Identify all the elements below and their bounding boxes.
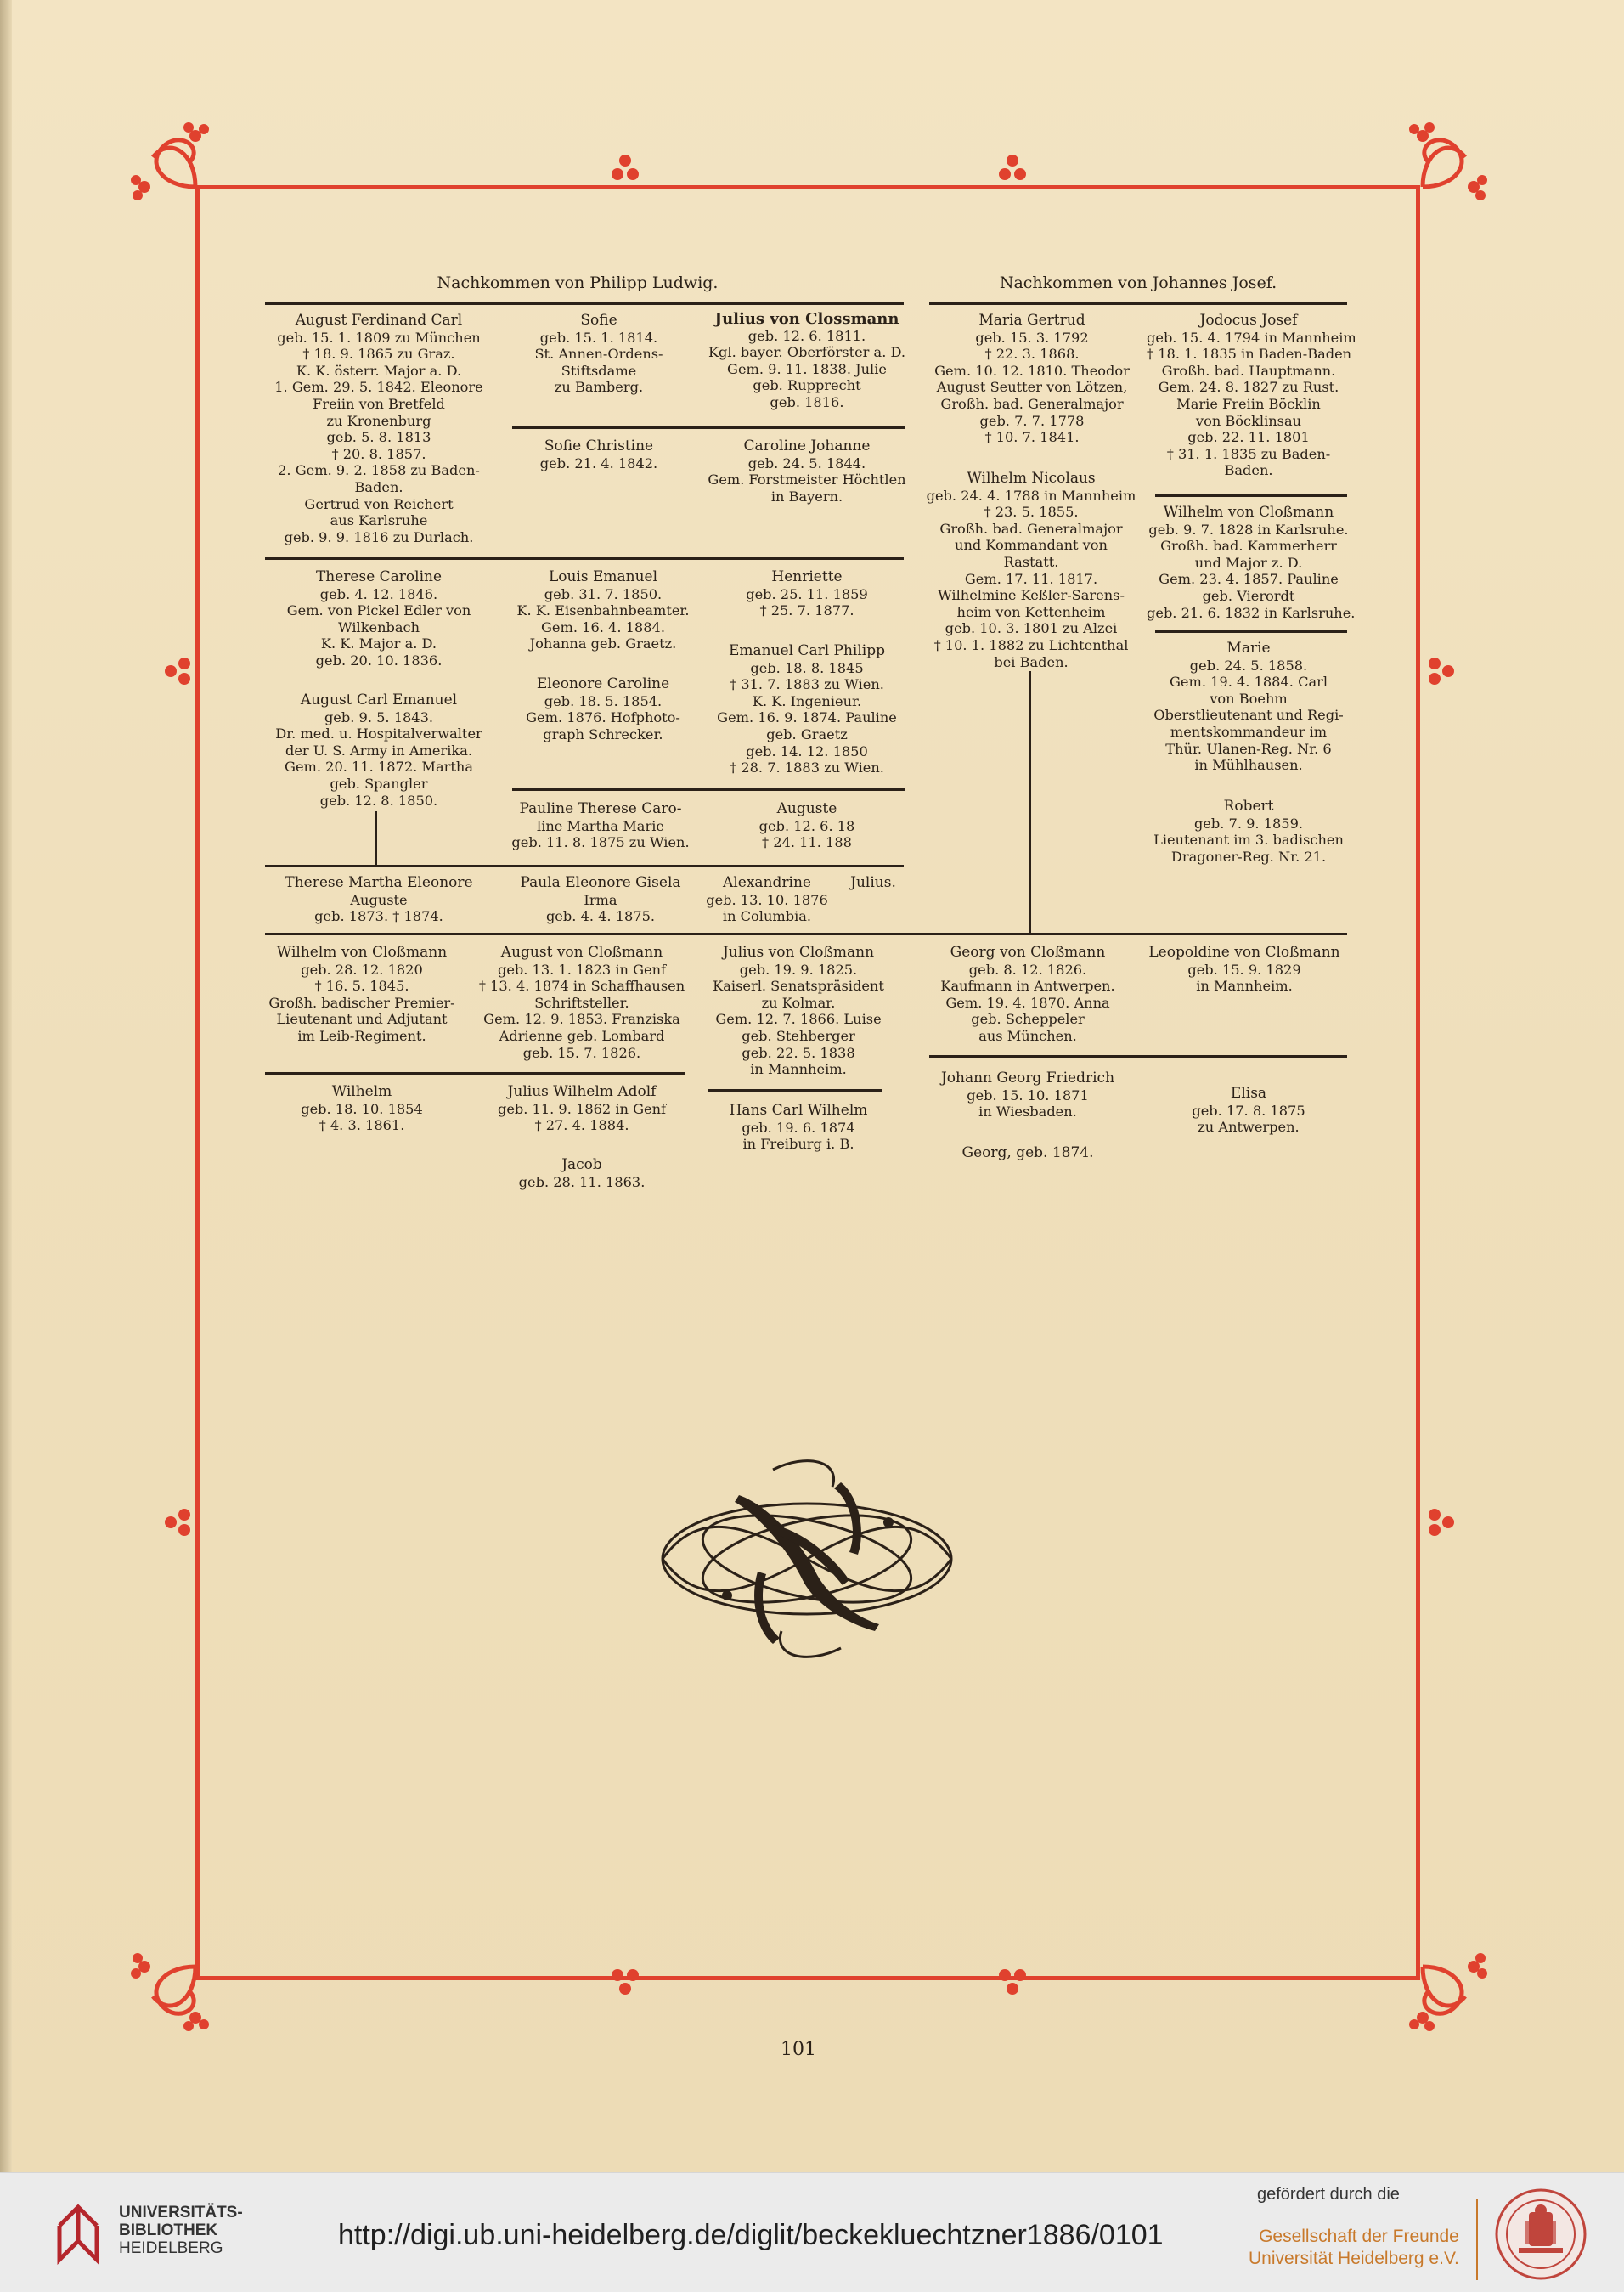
entry-line: Rastatt. bbox=[1003, 553, 1059, 570]
entry-line: geb. 12. 6. 18 bbox=[758, 817, 855, 834]
entry-line: in Mühlhausen. bbox=[1194, 757, 1303, 774]
entry-line: Oberstlieutenant und Regi- bbox=[1153, 707, 1344, 724]
entry-name: Johann Georg Friedrich bbox=[940, 1070, 1115, 1087]
entry-line: † 13. 4. 1874 in Schaffhausen bbox=[478, 978, 685, 995]
entry-caroline-johanne bbox=[705, 438, 909, 505]
entry-name: Alexandrine bbox=[723, 874, 811, 891]
page-spine-shadow bbox=[0, 0, 12, 2172]
entry-line: Gem. Forstmeister Höchtlen bbox=[708, 471, 906, 488]
entry-hans-carl-wilhelm bbox=[705, 1103, 892, 1153]
entry-line: Gem. 19. 4. 1884. Carl bbox=[1169, 674, 1328, 691]
entry-line: zu Kronenburg bbox=[326, 412, 431, 429]
entry-line: Marie Freiin Böcklin bbox=[1176, 395, 1321, 412]
entry-name: Julius von Clossmann bbox=[714, 310, 899, 328]
rule-wilhelm-children bbox=[1155, 630, 1347, 633]
entry-line: von Boehm bbox=[1210, 690, 1288, 707]
entry-name: Hans Carl Wilhelm bbox=[729, 1102, 868, 1119]
entry-name: Caroline Johanne bbox=[743, 438, 871, 454]
trefoil-ornament-right-lower bbox=[1424, 1505, 1458, 1539]
entry-line: geb. Spangler bbox=[330, 775, 428, 792]
library-name-line-2: BIBLIOTHEK bbox=[119, 2221, 218, 2239]
entry-line: geb. Graetz bbox=[766, 725, 848, 742]
entry-line: geb. 21. 6. 1832 in Karlsruhe. bbox=[1147, 604, 1356, 621]
entry-line: † 10. 1. 1882 zu Lichtenthal bbox=[933, 636, 1129, 653]
entry-auguste bbox=[713, 801, 900, 851]
entry-therese-martha-eleonore bbox=[260, 875, 498, 925]
rule-emanuel-children bbox=[512, 788, 905, 791]
entry-name: Wilhelm Nicolaus bbox=[967, 470, 1096, 487]
entry-line: line Martha Marie bbox=[537, 817, 664, 834]
entry-line: geb. 28. 11. 1863. bbox=[518, 1173, 646, 1190]
entry-line: Baden. bbox=[1224, 462, 1273, 479]
entry-august-ferdinand-carl bbox=[260, 313, 498, 545]
entry-line: Gem. 23. 4. 1857. Pauline bbox=[1159, 571, 1339, 588]
entry-line: Adrienne geb. Lombard bbox=[499, 1027, 665, 1044]
entry-line: geb. 25. 11. 1859 bbox=[746, 585, 868, 602]
entry-line: geb. 24. 5. 1844. bbox=[747, 454, 866, 471]
entry-line: geb. 9. 9. 1816 zu Durlach. bbox=[284, 528, 474, 545]
entry-line: Großh. bad. Hauptmann. bbox=[1161, 362, 1336, 379]
entry-august-carl-emanuel bbox=[260, 692, 498, 809]
entry-line: Großh. bad. Generalmajor bbox=[940, 395, 1124, 412]
entry-line: geb. 10. 3. 1801 zu Alzei bbox=[945, 620, 1118, 637]
entry-line: Schriftsteller. bbox=[534, 994, 629, 1011]
line-wilhelm-nicolaus-down bbox=[1029, 671, 1031, 934]
entry-line: geb. 31. 7. 1850. bbox=[544, 585, 663, 602]
entry-jodocus-josef bbox=[1147, 312, 1356, 479]
entry-line: † 23. 5. 1855. bbox=[984, 504, 1079, 521]
entry-line: in Bayern. bbox=[770, 488, 843, 505]
entry-line: Gem. 12. 7. 1866. Luise bbox=[715, 1011, 882, 1028]
page-number: 101 bbox=[781, 2039, 816, 2060]
library-name-line-3: HEIDELBERG bbox=[119, 2239, 223, 2257]
trefoil-ornament-bottom-left bbox=[608, 1964, 642, 1998]
entry-line: geb. 24. 5. 1858. bbox=[1189, 657, 1308, 674]
entry-line: geb. 15. 3. 1792 bbox=[975, 329, 1089, 346]
entry-line: zu Bamberg. bbox=[554, 379, 644, 396]
entry-line: † 27. 4. 1884. bbox=[534, 1117, 629, 1134]
entry-name: Georg von Cloßmann bbox=[950, 944, 1106, 961]
entry-sofie bbox=[510, 313, 688, 396]
entry-line: Auguste bbox=[350, 891, 408, 908]
entry-line: in Wiesbaden. bbox=[978, 1104, 1077, 1121]
entry-line: geb. Vierordt bbox=[1202, 587, 1295, 604]
right-column-title: Nachkommen von Johannes Josef. bbox=[999, 274, 1277, 292]
entry-name: Wilhelm von Cloßmann bbox=[1163, 504, 1334, 521]
entry-line: geb. 11. 9. 1862 in Genf bbox=[497, 1100, 667, 1117]
entry-line: 2. Gem. 9. 2. 1858 zu Baden- bbox=[278, 462, 480, 479]
entry-line: geb. 15. 10. 1871 bbox=[967, 1087, 1089, 1104]
entry-elisa bbox=[1147, 1086, 1351, 1136]
entry-name: Robert bbox=[1223, 798, 1274, 815]
entry-line: Wilkenbach bbox=[337, 618, 420, 635]
entry-line: Lieutenant und Adjutant bbox=[276, 1011, 448, 1028]
entry-name: Leopoldine von Cloßmann bbox=[1148, 944, 1340, 961]
entry-name: August Ferdinand Carl bbox=[295, 312, 463, 329]
entry-line: im Leib-Regiment. bbox=[297, 1027, 426, 1044]
entry-line: geb. 22. 5. 1838 bbox=[742, 1044, 855, 1061]
entry-line: St. Annen-Ordens- bbox=[534, 346, 663, 363]
entry-emanuel-carl-philipp bbox=[705, 643, 909, 776]
line-august-carl-down bbox=[375, 811, 377, 867]
entry-name: Jodocus Josef bbox=[1199, 312, 1298, 329]
rule-julius-children bbox=[708, 1089, 882, 1092]
entry-julius-von-clossmann bbox=[705, 311, 909, 411]
entry-line: geb. 5. 8. 1813 bbox=[326, 429, 431, 446]
entry-name: Therese Martha Eleonore bbox=[285, 874, 473, 891]
entry-line: Johanna geb. Graetz. bbox=[529, 635, 677, 652]
entry-name: August von Cloßmann bbox=[500, 944, 663, 961]
entry-line: K. K. Ingenieur. bbox=[752, 692, 862, 709]
entry-august-von-clossmann bbox=[476, 945, 688, 1061]
entry-line: Baden. bbox=[354, 478, 403, 495]
entry-line: geb. 4. 4. 1875. bbox=[545, 908, 656, 925]
entry-name: Henriette bbox=[771, 568, 843, 585]
entry-jacob bbox=[476, 1157, 688, 1190]
corner-ornament-top-right bbox=[1380, 119, 1491, 229]
entry-line: geb. 17. 8. 1875 bbox=[1192, 1102, 1305, 1119]
entry-line: aus München. bbox=[978, 1027, 1077, 1044]
entry-line: † 20. 8. 1857. bbox=[331, 445, 426, 462]
entry-line: Großh. bad. Generalmajor bbox=[939, 520, 1123, 537]
entry-line: Gem. 20. 11. 1872. Martha bbox=[285, 759, 473, 776]
entry-pauline-therese bbox=[503, 801, 698, 851]
entry-line: Gem. 24. 8. 1827 zu Rust. bbox=[1158, 379, 1339, 396]
entry-line: geb. 1873. † 1874. bbox=[314, 908, 443, 925]
entry-line: Kgl. bayer. Oberförster a. D. bbox=[708, 344, 906, 361]
entry-line: graph Schrecker. bbox=[543, 725, 663, 742]
entry-line: geb. 14. 12. 1850 bbox=[746, 742, 868, 759]
entry-line: K. K. Eisenbahnbeamter. bbox=[516, 602, 690, 619]
entry-name: August Carl Emanuel bbox=[300, 692, 458, 708]
entry-line: Gem. 1876. Hofphoto- bbox=[526, 709, 680, 726]
entry-name: Auguste bbox=[776, 800, 837, 817]
corner-ornament-top-left bbox=[127, 119, 238, 229]
rule-georg-children bbox=[929, 1055, 1347, 1058]
entry-line: geb. 7. 7. 1778 bbox=[979, 412, 1085, 429]
entry-name: Louis Emanuel bbox=[548, 568, 658, 585]
entry-name: Eleonore Caroline bbox=[536, 675, 670, 692]
entry-line: geb. 11. 8. 1875 zu Wien. bbox=[511, 834, 690, 851]
entry-line: in Columbia. bbox=[722, 908, 812, 925]
entry-line: † 31. 1. 1835 zu Baden- bbox=[1166, 445, 1331, 462]
trefoil-ornament-top-left bbox=[608, 151, 642, 185]
entry-line: Kaiserl. Senatspräsident bbox=[713, 978, 884, 995]
entry-line: geb. 13. 1. 1823 in Genf bbox=[497, 961, 667, 978]
entry-line: in Mannheim. bbox=[750, 1061, 847, 1078]
entry-wilhelm-1854 bbox=[260, 1084, 464, 1134]
entry-line: geb. 12. 6. 1811. bbox=[747, 327, 866, 344]
entry-name: Wilhelm von Cloßmann bbox=[276, 944, 448, 961]
entry-robert bbox=[1147, 799, 1351, 865]
permalink-url[interactable]: http://digi.ub.uni-heidelberg.de/diglit/beckekluechtzner1886/0101 bbox=[338, 2219, 1164, 2251]
entry-line: geb. 18. 10. 1854 bbox=[301, 1100, 423, 1117]
entry-line: † 18. 1. 1835 in Baden-Baden bbox=[1147, 346, 1352, 363]
corner-ornament-bottom-right bbox=[1380, 1924, 1491, 2035]
entry-julius-wilhelm-adolf bbox=[476, 1084, 688, 1134]
entry-line: und Major z. D. bbox=[1194, 554, 1303, 571]
entry-line: geb. 18. 8. 1845 bbox=[750, 659, 864, 676]
entry-line: geb. 15. 7. 1826. bbox=[522, 1044, 641, 1061]
entry-line: 1. Gem. 29. 5. 1842. Eleonore bbox=[274, 379, 483, 396]
entry-line: geb. 13. 10. 1876 bbox=[706, 891, 828, 908]
sponsor-name[interactable] bbox=[1249, 2226, 1459, 2270]
entry-line: zu Antwerpen. bbox=[1198, 1119, 1300, 1136]
entry-line: † 4. 3. 1861. bbox=[319, 1117, 405, 1134]
library-logo-icon[interactable] bbox=[53, 2200, 112, 2265]
entry-line: Thür. Ulanen-Reg. Nr. 6 bbox=[1165, 740, 1332, 757]
entry-line: geb. Stehberger bbox=[742, 1027, 855, 1044]
entry-line: † 24. 11. 188 bbox=[762, 834, 852, 851]
rule-left-top bbox=[265, 302, 904, 305]
entry-line: Gem. 9. 11. 1838. Julie bbox=[727, 360, 887, 377]
entry-line: und Kommandant von bbox=[955, 537, 1108, 554]
trefoil-ornament-top-right bbox=[995, 151, 1029, 185]
entry-line: † 28. 7. 1883 zu Wien. bbox=[730, 759, 884, 776]
entry-line: geb. 21. 4. 1842. bbox=[539, 454, 658, 471]
entry-wilhelm-nicolaus bbox=[919, 471, 1143, 670]
entry-line: † 25. 7. 1877. bbox=[759, 602, 854, 619]
entry-name: Georg, geb. 1874. bbox=[961, 1144, 1094, 1161]
entry-line: Gertrud von Reichert bbox=[304, 495, 454, 512]
entry-line: geb. Scheppeler bbox=[971, 1011, 1085, 1028]
entry-name: Sofie bbox=[580, 312, 617, 329]
entry-johann-georg-friedrich bbox=[926, 1070, 1130, 1121]
sponsor-label: gefördert durch die bbox=[1257, 2185, 1400, 2204]
rule-wilhelm-nicolaus-children bbox=[265, 933, 1347, 935]
entry-name: Sofie Christine bbox=[544, 438, 654, 454]
entry-marie bbox=[1147, 641, 1351, 774]
library-name-line-1: UNIVERSITÄTS- bbox=[119, 2204, 243, 2221]
entry-line: Wilhelmine Keßler-Sarens- bbox=[938, 587, 1125, 604]
entry-eleonore-caroline bbox=[510, 676, 696, 742]
entry-line: geb. 1816. bbox=[770, 393, 844, 410]
entry-line: K. K. österr. Major a. D. bbox=[296, 362, 462, 379]
entry-line: geb. 15. 1. 1814. bbox=[539, 329, 658, 346]
entry-line: Dr. med. u. Hospitalverwalter bbox=[275, 725, 482, 742]
entry-line: geb. 15. 9. 1829 bbox=[1187, 961, 1301, 978]
rule-august-ferdinand-children bbox=[265, 557, 904, 560]
entry-line: Freiin von Bretfeld bbox=[313, 395, 445, 412]
entry-line: heim von Kettenheim bbox=[956, 603, 1106, 620]
entry-name: Pauline Therese Caro- bbox=[519, 800, 682, 817]
trefoil-ornament-right-upper bbox=[1424, 654, 1458, 688]
entry-line: geb. 19. 9. 1825. bbox=[739, 961, 858, 978]
entry-line: Gem. 19. 4. 1870. Anna bbox=[945, 994, 1110, 1011]
entry-line: † 18. 9. 1865 zu Graz. bbox=[302, 346, 455, 363]
trefoil-ornament-bottom-right bbox=[995, 1964, 1029, 1998]
entry-name: Julius von Cloßmann bbox=[722, 944, 875, 961]
entry-line: Gem. 16. 9. 1874. Pauline bbox=[717, 709, 897, 726]
entry-line: † 16. 5. 1845. bbox=[314, 978, 409, 995]
entry-line: aus Karlsruhe bbox=[330, 512, 428, 529]
entry-line: von Böcklinsau bbox=[1195, 412, 1302, 429]
entry-line: zu Kolmar. bbox=[761, 994, 836, 1011]
sponsor-divider bbox=[1476, 2199, 1478, 2280]
digitization-footer bbox=[0, 2172, 1624, 2292]
entry-line: geb. 18. 5. 1854. bbox=[544, 692, 663, 709]
entry-line: Lieutenant im 3. badischen bbox=[1153, 832, 1344, 849]
entry-line: Großh. badischer Premier- bbox=[268, 994, 455, 1011]
entry-paula-eleonore-gisela bbox=[503, 875, 698, 925]
entry-line: in Freiburg i. B. bbox=[742, 1136, 854, 1153]
rule-right-top bbox=[929, 302, 1347, 305]
entry-line: bei Baden. bbox=[994, 653, 1069, 670]
library-name[interactable] bbox=[119, 2204, 243, 2257]
entry-name: Julius. bbox=[850, 874, 896, 891]
university-seal-icon[interactable] bbox=[1493, 2187, 1588, 2282]
entry-name: Elisa bbox=[1230, 1085, 1267, 1102]
left-column-title: Nachkommen von Philipp Ludwig. bbox=[437, 274, 719, 292]
sponsor-name-line-1: Gesellschaft der Freunde bbox=[1259, 2227, 1459, 2246]
entry-line: August Seutter von Lötzen, bbox=[936, 379, 1128, 396]
entry-line: geb. 22. 11. 1801 bbox=[1187, 429, 1310, 446]
entry-line: geb. 9. 7. 1828 in Karlsruhe. bbox=[1148, 521, 1349, 538]
entry-line: geb. 9. 5. 1843. bbox=[324, 708, 434, 725]
entry-line: geb. 4. 12. 1846. bbox=[319, 585, 438, 602]
entry-line: geb. 28. 12. 1820 bbox=[301, 961, 423, 978]
entry-wilhelm-von-clossmann-1828 bbox=[1147, 504, 1356, 621]
entry-name: Therese Caroline bbox=[315, 568, 443, 585]
entry-louis-emanuel bbox=[510, 569, 696, 652]
entry-line: geb. 20. 10. 1836. bbox=[315, 652, 443, 669]
entry-line: der U. S. Army in Amerika. bbox=[285, 742, 473, 759]
rule-sofie-julius-children bbox=[512, 426, 905, 429]
entry-line: Gem. 17. 11. 1817. bbox=[964, 570, 1098, 587]
entry-line: geb. 7. 9. 1859. bbox=[1193, 815, 1304, 832]
entry-name: Wilhelm bbox=[331, 1083, 392, 1100]
entry-line: geb. 19. 6. 1874 bbox=[742, 1119, 855, 1136]
entry-line: † 31. 7. 1883 zu Wien. bbox=[730, 676, 884, 693]
entry-line: Gem. von Pickel Edler von bbox=[286, 602, 471, 619]
entry-line: † 10. 7. 1841. bbox=[984, 429, 1080, 446]
entry-therese-caroline bbox=[260, 569, 498, 669]
rule-august-children bbox=[265, 1072, 685, 1075]
entry-georg-1874 bbox=[926, 1145, 1130, 1162]
entry-line: K. K. Major a. D. bbox=[320, 635, 437, 652]
entry-line: Stiftsdame bbox=[561, 362, 637, 379]
entry-line: geb. 8. 12. 1826. bbox=[968, 961, 1087, 978]
entry-line: mentskommandeur im bbox=[1170, 723, 1328, 740]
entry-line: geb. 24. 4. 1788 in Mannheim bbox=[926, 487, 1136, 504]
entry-alexandrine bbox=[703, 875, 831, 925]
entry-line: geb. Rupprecht bbox=[753, 377, 861, 394]
entry-line: Gem. 12. 9. 1853. Franziska bbox=[483, 1011, 680, 1028]
entry-name: Paula Eleonore Gisela bbox=[520, 874, 681, 891]
entry-line: † 22. 3. 1868. bbox=[984, 346, 1080, 363]
entry-sofie-christine bbox=[510, 438, 688, 471]
entry-line: Großh. bad. Kammerherr bbox=[1160, 538, 1337, 555]
entry-name: Emanuel Carl Philipp bbox=[728, 642, 886, 659]
entry-leopoldine-von-clossmann bbox=[1138, 945, 1351, 995]
corner-ornament-bottom-left bbox=[127, 1924, 238, 2035]
rule-jodocus-children bbox=[1155, 494, 1347, 497]
entry-line: Irma bbox=[584, 891, 617, 908]
entry-line: geb. 12. 8. 1850. bbox=[319, 792, 438, 809]
entry-name: Maria Gertrud bbox=[978, 312, 1085, 329]
entry-maria-gertrud bbox=[926, 313, 1138, 446]
entry-line: Gem. 16. 4. 1884. bbox=[541, 618, 665, 635]
trefoil-ornament-left-lower bbox=[161, 1505, 195, 1539]
rule-grandchildren bbox=[265, 865, 904, 867]
entry-georg-von-clossmann bbox=[926, 945, 1130, 1045]
entry-line: geb. 15. 4. 1794 in Mannheim bbox=[1147, 329, 1356, 346]
entry-name: Marie bbox=[1226, 640, 1271, 657]
entry-line: geb. 15. 1. 1809 zu München bbox=[277, 329, 481, 346]
entry-wilhelm-von-clossmann-1820 bbox=[260, 945, 464, 1045]
entry-line: in Mannheim. bbox=[1196, 978, 1293, 995]
sponsor-name-line-2: Universität Heidelberg e.V. bbox=[1249, 2249, 1459, 2268]
entry-julius-son bbox=[837, 875, 909, 892]
entry-name: Julius Wilhelm Adolf bbox=[507, 1083, 657, 1100]
entry-name: Jacob bbox=[561, 1156, 602, 1173]
entry-line: Gem. 10. 12. 1810. Theodor bbox=[934, 362, 1130, 379]
entry-julius-von-clossmann-1825 bbox=[705, 945, 892, 1078]
entry-henriette bbox=[713, 569, 900, 619]
entry-line: Kaufmann in Antwerpen. bbox=[940, 978, 1115, 995]
calligraphic-flourish bbox=[646, 1444, 968, 1674]
trefoil-ornament-left-upper bbox=[161, 654, 195, 688]
entry-line: Dragoner-Reg. Nr. 21. bbox=[1170, 848, 1327, 865]
